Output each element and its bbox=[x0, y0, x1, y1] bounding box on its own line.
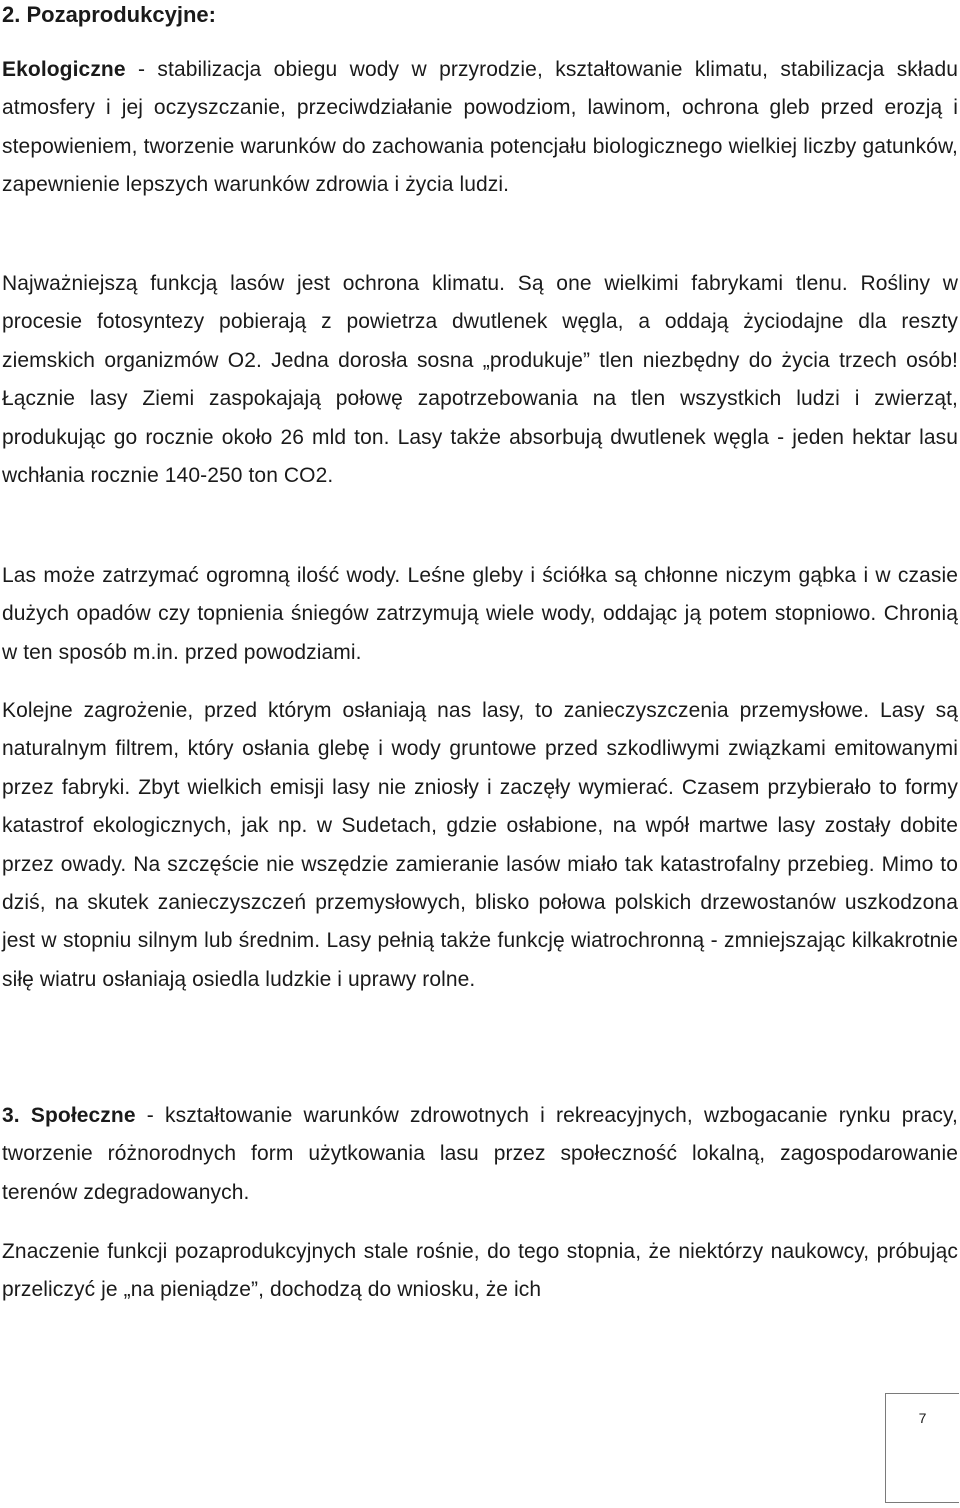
paragraph-zanieczyszczenia: Kolejne zagrożenie, przed którym osłaniają nas lasy, to zanieczyszczenia przemysłowe. Lasy są naturalnym filtrem, który osłania glebę i wody gruntowe przed szkodliwymi związkami emitowanymi przez fabryki. Zbyt wielkich emisji lasy nie zniosły i zaczęły wymierać. Czasem przybierało to formy katastrof ekologicznych, jak np. w Sudetach, gdzie osłabione, na wpół martwe lasy zostały dobite przez owady. Na szczęście nie wszędzie zamieranie lasów miało tak katastrofalny przebieg. Mimo to dziś, na skutek zanieczyszczeń przemysłowych, blisko połowa polskich drzewostanów uszkodzona jest w stopniu silnym lub średnim. Lasy pełnią także funkcję wiatrochronną - zmniejszając kilkakrotnie siłę wiatru osłaniają osiedla ludzkie i uprawy rolne. bbox=[2, 699, 958, 991]
paragraph-woda: Las może zatrzymać ogromną ilość wody. Leśne gleby i ściółka są chłonne niczym gąbka i w czasie dużych opadów czy topnienia śniegów zatrzymują wiele wody, oddając ją potem stopniowo. Chronią w ten sposób m.in. przed powodziami. bbox=[2, 564, 958, 664]
paragraph-ekologiczne-text: - stabilizacja obiegu wody w przyrodzie, kształtowanie klimatu, stabilizacja składu atmosfery i jej oczyszczanie, przeciwdziałanie powodziom, lawinom, ochrona gleb przed erozją i stepowieniem, tworzenie warunków do zachowania potencjału biologicznego wielkiej liczby gatunków, zapewnienie lepszych warunków zdrowia i życia ludzi. bbox=[2, 58, 958, 197]
page-number-box bbox=[885, 1393, 959, 1503]
page-number: 7 bbox=[918, 1410, 927, 1426]
paragraph-klimat: Najważniejszą funkcją lasów jest ochrona klimatu. Są one wielkimi fabrykami tlenu. Rośliny w procesie fotosyntezy pobierają z powietrza dwutlenek węgla, a oddają życiodajne dla reszty ziemskich organizmów O2. Jedna dorosła sosna „produkuje” tlen niezbędny do życia trzech osób! Łącznie lasy Ziemi zaspokajają połowę zapotrzebowania na tlen wszystkich ludzi i zwierząt, produkując go rocznie około 26 mld ton. Lasy także absorbują dwutlenek węgla - jeden hektar lasu wchłania rocznie 140-250 ton CO2. bbox=[2, 272, 958, 488]
paragraph-spoleczne-text: - kształtowanie warunków zdrowotnych i rekreacyjnych, wzbogacanie rynku pracy, tworzenie różnorodnych form użytkowania lasu przez społeczność lokalną, zagospodarowanie terenów zdegradowanych. bbox=[2, 1104, 958, 1204]
section-heading: 2. Pozaprodukcyjne: bbox=[2, 2, 216, 27]
paragraph-spoleczne bbox=[2, 1097, 958, 1212]
paragraph-znaczenie: Znaczenie funkcji pozaprodukcyjnych stale rośnie, do tego stopnia, że niektórzy naukowcy, próbując przeliczyć je „na pieniądze”, dochodzą do wniosku, że ich bbox=[2, 1240, 958, 1302]
paragraph-ekologiczne bbox=[2, 51, 958, 205]
term-spoleczne: 3. Społeczne bbox=[2, 1104, 136, 1127]
term-ekologiczne: Ekologiczne bbox=[2, 58, 126, 81]
